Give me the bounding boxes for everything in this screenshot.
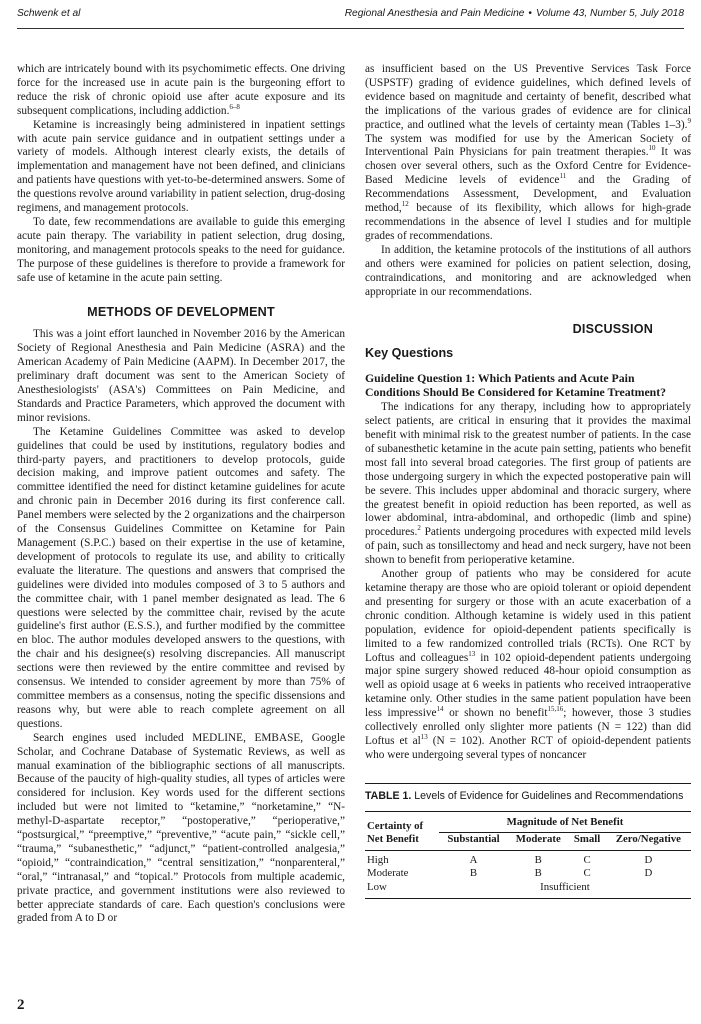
paragraph: Search engines used included MEDLINE, EMBASE, Google Scholar, and Cochrane Database of Systematic Reviews, as well as manual examination of the bibliographic sections of all manuscripts. Because of the paucity of high-quality studies, all types of articles were considered for inclusion. Key words used for the different sections included but were not limited to “ketamine,” “norketamine,” “N-methyl-D-aspartate receptor,” “postoperative,” “perioperative,” “postsurgical,” “preemptive,” “preventive,” “acute pain,” “sickle cell,” “trauma,” “subanesthetic,” “adjunct,” “patient-controlled analgesia,” “opioid,” “contraindication,” “central sensitization,” “nonparenteral,” “oral,” “intranasal,” and “topical.” Protocols from multiple academic, private practice, and government institutions were also reviewed to better appreciate standards of care. Each question's conclusions were graded from A to D or xyxy=(17,731,345,925)
section-heading-discussion: DISCUSSION xyxy=(572,322,653,337)
citation: 11 xyxy=(559,172,567,181)
citation: 15,16 xyxy=(547,705,564,714)
section-heading-methods: METHODS OF DEVELOPMENT xyxy=(87,304,275,319)
table-row xyxy=(365,850,691,867)
paragraph xyxy=(365,568,691,763)
corner-header-line2: Net Benefit xyxy=(367,833,419,846)
paragraph-text: or shown no benefit xyxy=(443,707,548,720)
citation: 9 xyxy=(687,116,691,125)
right-column xyxy=(365,63,691,899)
paragraph-text: ; however, those 3 studies collectively enrolled only slighter more patients (N = 122) than did Loftus et al xyxy=(365,707,691,747)
bullet-separator: • xyxy=(528,8,532,19)
paragraph-text: in 102 opioid-dependent patients undergoing major spine surgery showed reduced 48-hour opioid consumption as well as opioid usage at 6 weeks in patients who received intraoperative ketamine only. Other studies in the same patient population have been less impressive xyxy=(365,651,691,720)
paragraph: The Ketamine Guidelines Committee was asked to develop guidelines that could be used by institutions, regulatory bodies and third-party payers, and practitioners to develop protocols, guide decision making, and improve patient outcomes and safety. The committee identified the need for distinct ketamine guidelines for acute and chronic pain in December 2016 during its first conference call. Panel members were selected by the 2 organizations and the chairperson of the Consensus Guidelines Committee on Ketamine for Pain Management (S.P.C.) based on their expertise in the use of ketamine, development of protocols to regulate its use, and ability to critically evaluate the literature. The questions and answers that comprised the guidelines were divided into modules composed of 3 to 5 authors and the committee chair, with 1 panel member designated as lead. The 6 questions were selected by the committee chair, revised by the acute guideline's first author (E.S.S.), and further modified by the committee en bloc. The author modules developed answers to the questions, with the chair and his designee(s) resolving discrepancies. All manuscript sections were then reviewed by the entire committee and revised by consensus. We intended to consider agreement by more than 75% of committee members as a consensus, noting the specific dissensions and reasons why, but were able to reach complete agreement on all questions. xyxy=(17,425,345,730)
paragraph: Ketamine is increasingly being administered in inpatient settings with acute pain service guidance and in outpatient settings under a variety of models. Although interest clearly exists, the details of implementation and management have not been defined, and clinicians and patients have questions with yet-to-be-determined answers. Some of the questions revolve around variability in patient selection, drug-dosing regimens, and management protocols. xyxy=(17,118,345,215)
table-cell: A xyxy=(469,853,478,866)
paragraph-text: It was chosen over several others, such as the Oxford Centre for Evidence-Based Medicine levels of evidence xyxy=(365,146,691,187)
header-rule xyxy=(17,28,684,29)
table-bottom-rule xyxy=(365,898,691,899)
running-head-journal xyxy=(345,8,684,19)
table-caption: Levels of Evidence for Guidelines and Recommendations xyxy=(411,789,684,802)
corner-header-line1: Certainty of xyxy=(367,819,424,832)
citation: 14 xyxy=(436,705,444,714)
table-cell: Insufficient xyxy=(540,880,590,893)
paragraph-text: which are intricately bound with its psychomimetic effects. One driving force for the increased use in acute pain is the burgeoning effort to reduce the risk of chronic opioid use after acute exposure and its subsequent complications, including addiction. xyxy=(17,63,345,117)
journal-issue: Volume 43, Number 5, July 2018 xyxy=(536,8,684,19)
page-number: 2 xyxy=(17,997,25,1013)
subheading-key-questions: Key Questions xyxy=(365,346,454,361)
journal-name: Regional Anesthesia and Pain Medicine xyxy=(344,8,525,19)
table-cell: B xyxy=(534,867,542,880)
paragraph-text: because of its flexibility, which allows for high-grade recommendations in the absence of level I studies and for multiple grades of recommendations. xyxy=(365,202,691,242)
row-label: Moderate xyxy=(367,867,409,880)
table-cell: D xyxy=(644,853,653,866)
running-head-author: Schwenk et al xyxy=(17,8,81,19)
citation: 12 xyxy=(401,200,409,209)
paragraph-text: (N = 102). Another RCT of opioid-dependent patients who were undergoing several types of noncancer xyxy=(365,734,692,761)
table-cell: B xyxy=(469,867,478,880)
table-cell: D xyxy=(644,867,653,880)
evidence-table xyxy=(365,811,691,895)
column-header: Small xyxy=(568,833,605,851)
paragraph-text: and the Grading of Recommendations Assessment, Development, and Evaluation method, xyxy=(365,174,691,215)
table-title xyxy=(365,790,691,803)
column-header: Substantial xyxy=(439,833,508,851)
paragraph-text: Patients undergoing procedures with expected mild levels of pain, such as tonsillectomy and head and neck surgery, have not been shown to benefit from perioperative ketamine. xyxy=(365,526,691,567)
paragraph: This was a joint effort launched in November 2016 by the American Society of Regional Anesthesia and Pain Medicine (ASRA) and the American Academy of Pain Medicine (AAPM). In December 2017, the preliminary draft document was sent to the American Society of Anesthesiologists' (ASA's) Committees on Pain Medicine, and Standards and Practice Parameters, which approved the document with minor revisions. xyxy=(17,328,345,424)
paragraph: In addition, the ketamine protocols of the institutions of all authors and others were examined for policies on patient selection, dosing, contraindications, and monitoring and are acknowledged when appropriate in our recommendations. xyxy=(365,243,691,298)
citation: 13 xyxy=(468,649,476,658)
paragraph xyxy=(365,401,691,568)
running-head xyxy=(0,0,701,38)
table-label: TABLE 1. xyxy=(365,789,412,802)
table-1 xyxy=(365,783,691,900)
table-cell: B xyxy=(534,853,542,866)
corner-header xyxy=(365,811,439,850)
paragraph xyxy=(365,63,691,244)
citation: 13 xyxy=(420,733,428,742)
table-cell: C xyxy=(583,853,591,866)
table-cell: C xyxy=(583,867,591,880)
paragraph-text: Another group of patients who may be considered for acute ketamine therapy are those who are opioid tolerant or opioid dependent and presenting for surgery or those with an acute exacerbation of a chronic condition. Although ketamine is widely used in this patient population, evidence for opioid-dependent patients specifically is limited to a few randomized controlled trials (RCTs). One RCT by Loftus and colleagues xyxy=(365,568,691,664)
paragraph-text: The system was modified for use by the American Society of Interventional Pain Physicians for pain treatment therapies. xyxy=(365,132,691,159)
left-column xyxy=(17,63,345,926)
column-header: Zero/Negative xyxy=(606,833,691,851)
paragraph-text: The indications for any therapy, including how to appropriately select patients, are critical in ensuring that it provides the maximal benefit with minimal risk to the greatest number of patients. In the case of subanesthetic ketamine in the acute pain setting, patients who benefit most fall into several broad categories. The first group of patients are those undergoing surgery in which the expected postoperative pain will be severe. This includes upper abdominal and thoracic surgery, where the greatest benefit in opioid reduction has been reported, as well as lower abdominal, intra-abdominal, and orthopedic (limb and spine) procedures. xyxy=(365,401,691,539)
citation: 10 xyxy=(648,144,656,153)
row-label: High xyxy=(367,853,389,866)
citation: 2 xyxy=(417,524,421,533)
table-header-row xyxy=(365,811,691,833)
table-row xyxy=(365,881,691,895)
table-row xyxy=(365,867,691,881)
question-heading: Guideline Question 1: Which Patients and Acute Pain Conditions Should Be Considered for Ketamine Treatment? xyxy=(365,371,667,400)
column-header: Moderate xyxy=(508,833,568,851)
paragraph: To date, few recommendations are available to guide this emerging acute pain therapy. The variability in patient selection, drug dosing, monitoring, and management protocols speaks to the need for guidance. The purpose of these guidelines is therefore to provide a framework for safe use of ketamine in the acute pain setting. xyxy=(17,215,345,284)
paragraph-text: as insufficient based on the US Preventive Services Task Force (USPSTF) grading of evidence guidelines, which defined levels of evidence based on magnitude and certainty of benefit, described what the implications of the various grades of evidence are for clinical practice, and outlined what the levels of certainty mean (Tables 1–3). xyxy=(365,63,691,131)
row-label: Low xyxy=(367,880,387,893)
paragraph xyxy=(17,63,345,119)
group-header: Magnitude of Net Benefit xyxy=(439,811,691,833)
citation: 6–8 xyxy=(229,102,240,111)
